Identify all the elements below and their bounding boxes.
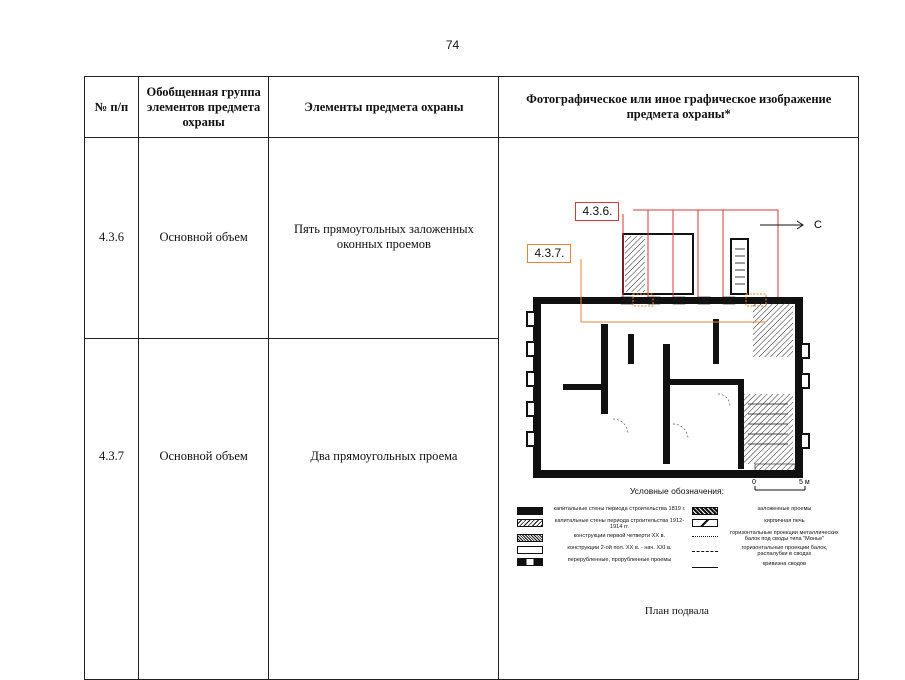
legend-label: заложенные проемы (757, 505, 812, 512)
legend-item (517, 557, 687, 566)
legend-item (692, 545, 842, 558)
north-label: С (814, 218, 823, 231)
cut-openings-symbol (517, 558, 543, 566)
legend-label: горизонтальные проекции металлических балок под своды типа "Монье" (730, 529, 839, 542)
legend-item (517, 518, 687, 531)
floor-plan-drawing (503, 194, 850, 494)
late-xx-symbol (517, 546, 543, 554)
legend-label: капитальные стены периода строительства 1819 г. (553, 505, 686, 512)
header-group: Обобщенная группа элементов предмета охраны (138, 77, 269, 138)
basement-plan (503, 194, 850, 624)
row-group: Основной объем (138, 339, 269, 680)
row-elements: Пять прямоугольных заложенных оконных проемов (269, 138, 499, 339)
wall-1912-symbol (517, 519, 543, 527)
label-437: 4.3.7. (527, 244, 571, 263)
early-xx-symbol (517, 534, 543, 542)
annex-hatch (625, 236, 793, 464)
legend-item (517, 533, 687, 542)
legend-label: конструкции первой четверти XX в. (573, 533, 666, 540)
vault-curve-symbol (692, 562, 718, 568)
legend-label: перерубленные, прорубленные проемы (567, 557, 672, 564)
legend-item (692, 506, 842, 515)
row-elements: Два прямоугольных проема (269, 339, 499, 680)
protection-table (84, 76, 859, 680)
plan-cell (499, 138, 859, 680)
legend-left (517, 506, 687, 570)
header-row (85, 77, 859, 138)
beams-vault-symbol (692, 546, 718, 552)
legend-item (692, 561, 842, 570)
legend-label: кирпичная печь (764, 517, 805, 524)
legend-item (692, 518, 842, 527)
table-row (85, 138, 859, 339)
header-image: Фотографическое или иное графическое изображение предмета охраны* (499, 77, 859, 138)
row-num: 4.3.6 (85, 138, 139, 339)
plan-doors (613, 394, 730, 439)
header-elements: Элементы предмета охраны (269, 77, 499, 138)
stove-symbol (692, 519, 718, 527)
header-num: № п/п (85, 77, 139, 138)
plan-caption: План подвала (644, 604, 709, 617)
page-number: 74 (445, 38, 460, 52)
legend-title: Условные обозначения: (629, 485, 725, 496)
wall-1819-symbol (517, 507, 543, 515)
highlight-436 (623, 210, 778, 297)
legend-label: горизонтальные проекции балок, распалубки в сводах (741, 545, 828, 558)
legend-item (517, 545, 687, 554)
legend-label: кривизна сводов (762, 560, 806, 567)
legend-label: капитальные стены периода строительства 1912-1914 гг. (554, 517, 685, 530)
row-num: 4.3.7 (85, 339, 139, 680)
legend-item (692, 530, 842, 543)
scale-zero: 0 (752, 478, 757, 486)
label-436: 4.3.6. (575, 202, 619, 221)
legend-label: конструкции 2-ой пол. XX в. - нач. XXI в. (567, 545, 672, 552)
scale-five: 5 м (799, 478, 811, 486)
beams-monier-symbol (692, 531, 718, 537)
legend-right (692, 506, 842, 573)
row-group: Основной объем (138, 138, 269, 339)
legend-item (517, 506, 687, 515)
bricked-symbol (692, 507, 718, 515)
north-arrow (760, 221, 803, 229)
